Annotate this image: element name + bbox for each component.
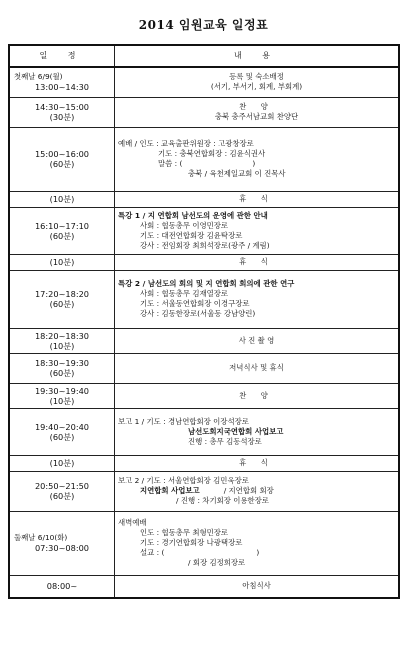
content-cell — [115, 207, 400, 254]
content-line — [118, 548, 395, 558]
content-cell — [115, 408, 400, 455]
report-host: / 지연합회 회장 — [223, 486, 274, 495]
time-range: 15:00~16:00 — [34, 149, 90, 159]
content-line: 사회 : 협동총무 이영민장로 — [140, 220, 229, 230]
header-content: 내 용 — [115, 45, 400, 67]
content-cell — [115, 67, 400, 97]
day-label: 둘째날 6/10(화) — [14, 533, 68, 542]
time-cell — [9, 127, 115, 191]
content-cell — [115, 471, 400, 511]
duration: (60분) — [49, 230, 75, 241]
time-range: 17:20~18:20 — [34, 289, 90, 299]
content-line: 사회 : 협동총무 김재열장로 — [140, 289, 229, 298]
content-line: 강사 : 김동한장로(서울동 강남양린) — [140, 309, 256, 318]
content-line: 등록 및 숙소배정 — [229, 72, 284, 82]
header-row — [9, 45, 399, 67]
duration: (10분) — [9, 455, 115, 471]
content-line: 기도 : 서울동연합회장 이경구장로 — [140, 299, 250, 308]
content-line: 충북 충주서남교회 찬양단 — [214, 112, 299, 121]
table-row — [9, 575, 399, 598]
content-line: 저녁식사 및 휴식 — [115, 353, 400, 383]
content-line — [118, 159, 395, 169]
content-line: 충북 / 육천제일교회 이 진목사 — [188, 169, 286, 178]
report-title: 지연합회 사업보고 — [140, 486, 200, 495]
day-label: 첫째날 6/9(월) — [14, 72, 63, 82]
content-line: (서기, 부서기, 회계, 부회계) — [210, 82, 303, 92]
content-cell — [115, 511, 400, 575]
header-schedule: 일 정 — [9, 45, 115, 67]
content-line: 휴 식 — [115, 455, 400, 471]
content-line: 남선도회지국연합회 사업보고 — [188, 426, 284, 436]
time-cell — [9, 511, 115, 575]
content-line: 기도 : 충북연합회장 : 김윤식권사 — [158, 149, 266, 158]
time-range: 14:30~15:00 — [34, 102, 90, 112]
table-row — [9, 353, 399, 383]
time-cell — [9, 270, 115, 328]
table-row — [9, 328, 399, 353]
table-row — [9, 67, 399, 97]
content-line: 특강 1 / 지 연합회 남선도의 운영에 관한 안내 — [118, 210, 268, 220]
content-line: 인도 : 협동총무 최형민장로 — [140, 528, 229, 537]
content-line: 기도 : 경기연합회장 나광택장로 — [140, 538, 243, 547]
sermon-suffix: ) — [252, 159, 256, 168]
table-row — [9, 254, 399, 270]
content-line: / 회장 김정희장로 — [188, 558, 246, 567]
content-line: 예배 / 인도 : 교육출판위원장 : 고광창장로 — [118, 139, 254, 148]
content-cell — [115, 270, 400, 328]
content-line: / 진행 : 차기회장 이용한장로 — [176, 496, 269, 505]
content-line: 진행 : 총무 김동석장로 — [188, 436, 262, 446]
content-line: 찬 양 — [239, 102, 274, 111]
time-range: 18:30~19:30 — [34, 358, 90, 368]
time-cell — [9, 383, 115, 408]
duration: (10분) — [49, 395, 75, 406]
content-line: 아침식사 — [115, 575, 400, 598]
content-line: 찬 양 — [115, 383, 400, 408]
time-range: 19:40~20:40 — [34, 421, 90, 432]
time-cell — [9, 207, 115, 254]
time-cell — [9, 353, 115, 383]
duration: (10분) — [9, 254, 115, 270]
content-line: 휴 식 — [115, 191, 400, 207]
time-cell — [9, 97, 115, 127]
duration: (60분) — [49, 368, 75, 378]
content-line: 보고 2 / 기도 : 서울연합회장 김민욱장로 — [118, 476, 249, 485]
table-row — [9, 270, 399, 328]
time-range: 13:00~14:30 — [34, 82, 90, 93]
time-range: 18:20~18:30 — [34, 330, 90, 341]
duration: (10분) — [9, 191, 115, 207]
duration: (60분) — [49, 299, 75, 309]
sermon-prefix: 설교 : ( — [140, 548, 165, 557]
table-row — [9, 455, 399, 471]
schedule-table — [8, 44, 400, 599]
sermon-suffix: ) — [256, 548, 260, 557]
duration: (60분) — [49, 431, 75, 442]
sermon-prefix: 말씀 : ( — [158, 159, 183, 168]
content-cell — [115, 97, 400, 127]
table-row — [9, 471, 399, 511]
table-row — [9, 127, 399, 191]
content-cell — [115, 127, 400, 191]
content-line — [118, 486, 395, 496]
time-range: 20:50~21:50 — [34, 481, 90, 491]
time-range: 19:30~19:40 — [34, 385, 90, 396]
content-line: 특강 2 / 남선도의 회의 및 지 연합회 회의에 관한 연구 — [118, 279, 295, 288]
table-row — [9, 207, 399, 254]
table-row — [9, 191, 399, 207]
page-title: 2014 임원교육 일정표 — [138, 18, 269, 32]
duration: (60분) — [49, 159, 75, 169]
content-line: 휴 식 — [115, 254, 400, 270]
duration: (10분) — [49, 340, 75, 351]
time-cell — [9, 328, 115, 353]
content-line: 강사 : 전임회장 최희석장로(광주 / 계림) — [140, 240, 270, 250]
content-line: 보고 1 / 기도 : 경남연합회장 이장석장로 — [118, 416, 249, 426]
time-cell — [9, 471, 115, 511]
time-range: 07:30~08:00 — [34, 543, 90, 553]
content-line: 사 진 촬 영 — [115, 328, 400, 353]
time-cell — [9, 408, 115, 455]
table-row — [9, 97, 399, 127]
time-cell — [9, 67, 115, 97]
table-row — [9, 511, 399, 575]
time-range: 16:10~17:10 — [34, 220, 90, 231]
table-row — [9, 408, 399, 455]
content-line: 새벽예배 — [118, 518, 147, 527]
duration: (30분) — [49, 112, 75, 122]
time-range: 08:00~ — [9, 575, 115, 598]
table-row — [9, 383, 399, 408]
duration: (60분) — [49, 491, 75, 501]
content-line: 기도 : 대전연합회장 김윤탁장로 — [140, 230, 243, 240]
